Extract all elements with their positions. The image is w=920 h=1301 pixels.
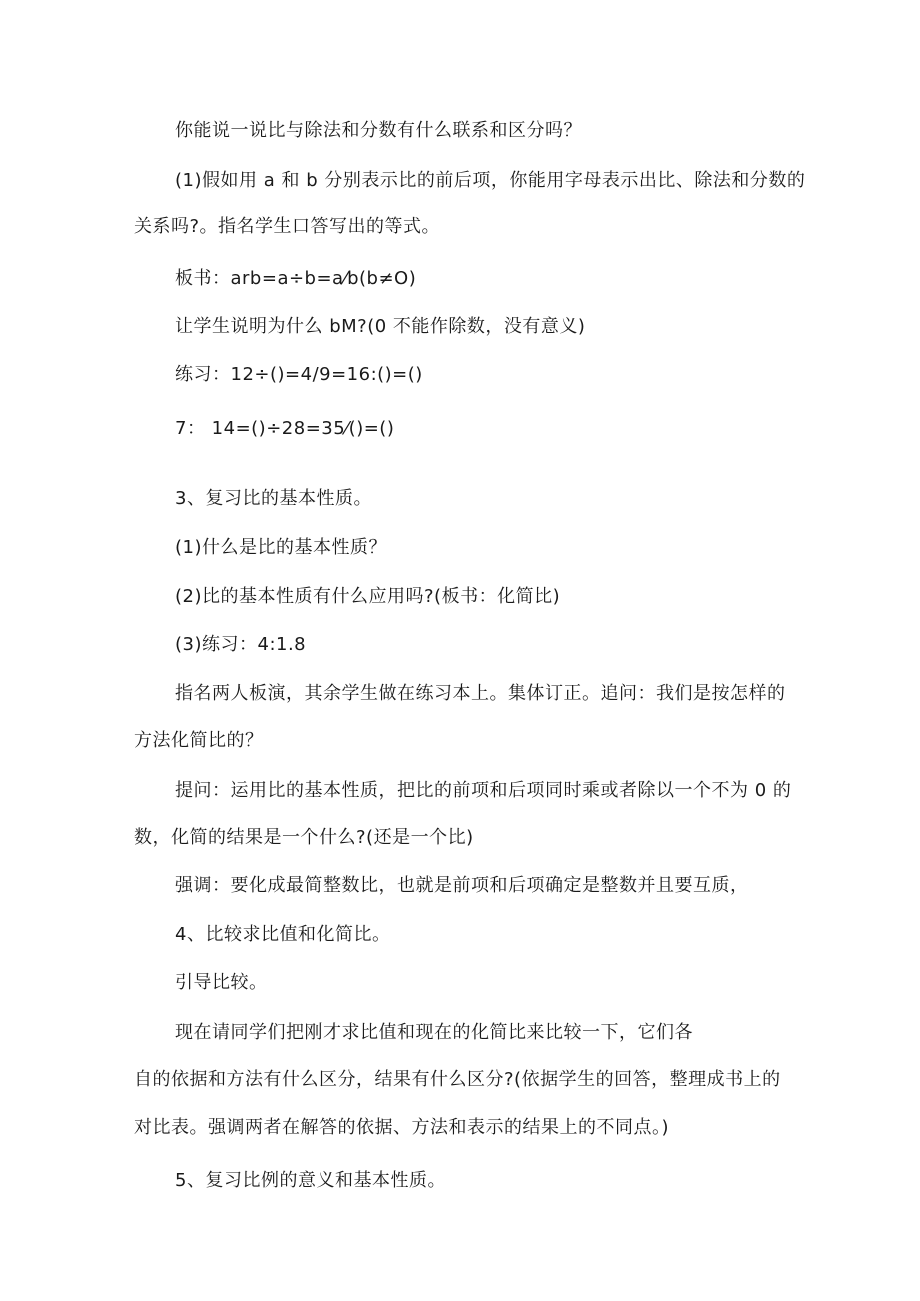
paragraph-line: (1)假如用 a 和 b 分别表示比的前后项，你能用字母表示出比、除法和分数的 — [175, 170, 806, 191]
paragraph-line: (3)练习：4:1.8 — [175, 634, 307, 655]
paragraph-line: 自的依据和方法有什么区分，结果有什么区分?(依据学生的回答，整理成书上的 — [134, 1069, 781, 1090]
paragraph-line: 强调：要化成最简整数比，也就是前项和后项确定是整数并且要互质， — [175, 875, 749, 896]
paragraph-line: 提问：运用比的基本性质，把比的前项和后项同时乘或者除以一个不为 0 的 — [175, 780, 792, 801]
paragraph-line: 关系吗?。指名学生口答写出的等式。 — [134, 216, 441, 237]
paragraph-line: 对比表。强调两者在解答的依据、方法和表示的结果上的不同点。) — [134, 1117, 670, 1138]
paragraph-line: 现在请同学们把刚才求比值和现在的化简比来比较一下，它们各 — [175, 1022, 693, 1043]
paragraph-line: (2)比的基本性质有什么应用吗?(板书：化简比) — [175, 586, 561, 607]
section-heading: 3、复习比的基本性质。 — [175, 488, 372, 509]
section-heading: 5、复习比例的意义和基本性质。 — [175, 1170, 446, 1191]
paragraph-line: 7： 14=()÷28=35⁄()=() — [175, 418, 395, 439]
paragraph-line: 你能说一说比与除法和分数有什么联系和区分吗？ — [175, 120, 582, 141]
paragraph-line: 方法化简比的？ — [134, 730, 264, 751]
paragraph-line: 让学生说明为什么 bM?(0 不能作除数，没有意义) — [175, 316, 586, 337]
paragraph-line: (1)什么是比的基本性质？ — [175, 537, 387, 558]
paragraph-line: 练习：12÷()=4/9=16:()=() — [175, 364, 423, 385]
paragraph-line: 板书：arb=a÷b=a⁄b(b≠O) — [175, 268, 417, 289]
paragraph-line: 指名两人板演，其余学生做在练习本上。集体订正。追问：我们是按怎样的 — [175, 683, 786, 704]
paragraph-line: 引导比较。 — [175, 972, 268, 993]
paragraph-line: 数，化简的结果是一个什么?(还是一个比) — [134, 827, 474, 848]
section-heading: 4、比较求比值和化简比。 — [175, 924, 391, 945]
